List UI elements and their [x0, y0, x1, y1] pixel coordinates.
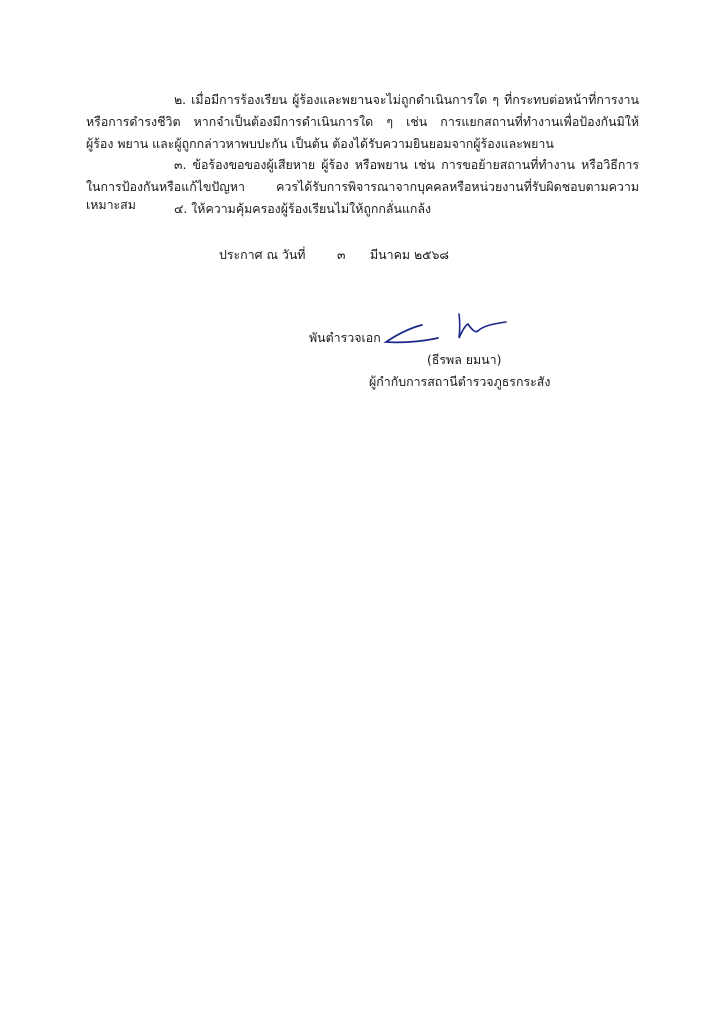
- signatory-rank: พันตำรวจเอก: [309, 330, 381, 345]
- announcement-month-year: มีนาคม ๒๕๖๘: [370, 247, 449, 262]
- announcement-label: ประกาศ ณ วันที่: [219, 247, 306, 262]
- announcement-day: ๓: [337, 247, 346, 262]
- clause-2-line-2: หรือการดำรงชีวิต หากจำเป็นต้องมีการดำเนินการใด ๆ เช่น การแยกสถานที่ทำงานเพื่อป้องกันมิให้: [86, 114, 639, 129]
- clause-4-line-1: ๔. ให้ความคุ้มครองผู้ร้องเรียนไม่ให้ถูกกลั่นแกล้ง: [174, 201, 432, 216]
- signatory-name: (ธีรพล ยมนา): [427, 352, 502, 367]
- clause-3-line-2: ในการป้องกันหรือแก้ไขปัญหา ควรได้รับการพิจารณาจากบุคคลหรือหน่วยงานที่รับผิดชอบตามความเหมาะสม: [86, 179, 639, 212]
- clause-3-line-1: ๓. ข้อร้องขอของผู้เสียหาย ผู้ร้อง หรือพยาน เช่น การขอย้ายสถานที่ทำงาน หรือวิธีการ: [174, 157, 639, 172]
- clause-2-line-3: ผู้ร้อง พยาน และผู้ถูกกล่าวหาพบปะกัน เป็นต้น ต้องได้รับความยินยอมจากผู้ร้องและพยาน: [86, 136, 554, 151]
- signatory-position: ผู้กำกับการสถานีตำรวจภูธรกระสัง: [369, 374, 551, 389]
- clause-2-line-1: ๒. เมื่อมีการร้องเรียน ผู้ร้องและพยานจะไม่ถูกดำเนินการใด ๆ ที่กระทบต่อหน้าที่การงาน: [174, 92, 639, 107]
